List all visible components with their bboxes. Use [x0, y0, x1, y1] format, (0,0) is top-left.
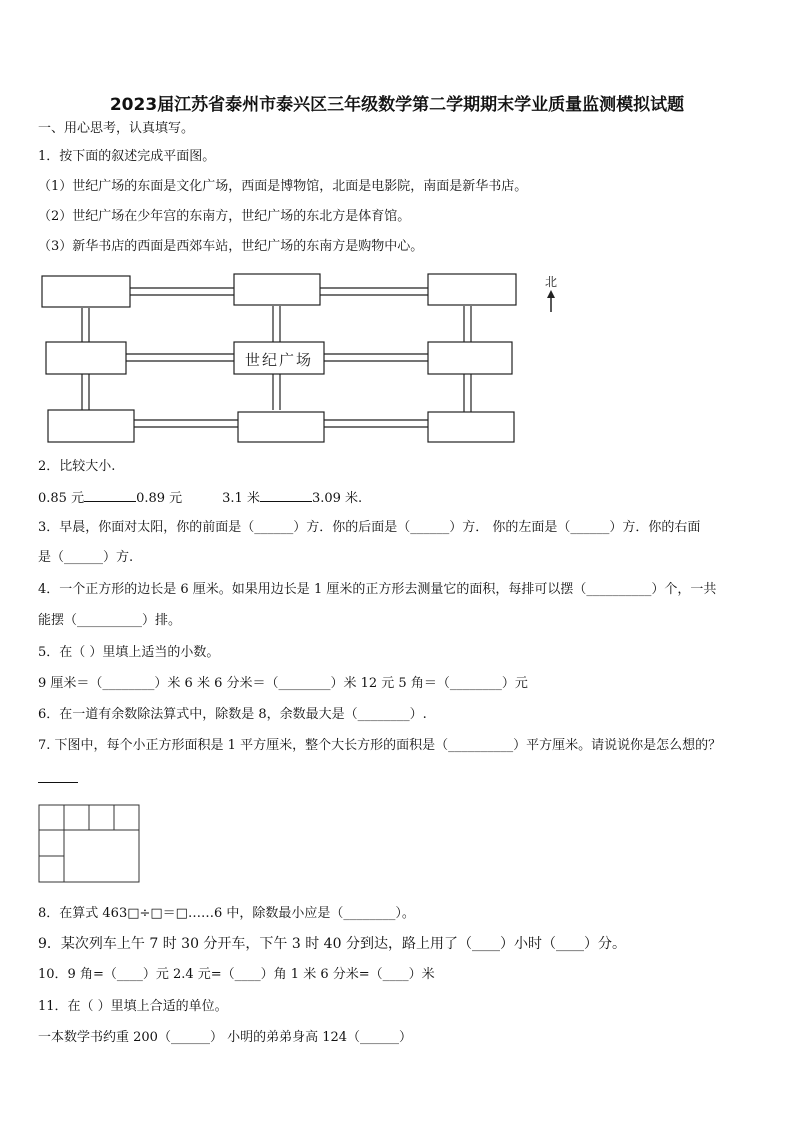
box-west	[46, 342, 126, 374]
question-11-line: 一本数学书约重 200（______） 小明的弟弟身高 124（______）	[38, 1030, 413, 1045]
box-northeast	[428, 274, 516, 305]
road-bottom	[134, 420, 428, 427]
compare-a-right: 0.89 元	[136, 491, 183, 506]
road-top	[130, 288, 428, 295]
question-8: 8．在算式 463□÷□＝□……6 中，除数最小应是（________）。	[38, 906, 415, 921]
question-2-line	[38, 488, 362, 508]
question-7: 7. 下图中，每个小正方形面积是 1 平方厘米，整个大长方形的面积是（__________）平方厘米。请说说你是怎么想的？	[38, 738, 722, 753]
question-9: 9．某次列车上午 7 时 30 分开车，下午 3 时 40 分到达，路上用了（____）小时（____）分。	[38, 936, 626, 952]
box-east	[428, 342, 512, 374]
compare-a-blank[interactable]	[84, 488, 136, 502]
question-3-line-1: 3．早晨，你面对太阳，你的前面是（______）方．你的后面是（______）方． 你的左面是（______）方．你的右面	[38, 520, 701, 535]
question-1-clue-3: （3）新华书店的西面是西郊车站，世纪广场的东南方是购物中心。	[38, 239, 424, 254]
compare-b-right: 3.09 米.	[311, 491, 363, 506]
answer-line[interactable]	[38, 782, 78, 783]
section-heading: 一、用心思考，认真填写。	[38, 121, 195, 136]
area-figure	[38, 804, 142, 884]
box-northwest	[42, 276, 130, 307]
plan-map	[38, 270, 578, 450]
question-1-clue-1: （1）世纪广场的东面是文化广场，西面是博物馆，北面是电影院，南面是新华书店。	[38, 179, 528, 194]
question-1-stem: 1．按下面的叙述完成平面图。	[38, 149, 216, 164]
north-arrow-icon	[547, 290, 555, 312]
question-4-line-2: 能摆（__________）排。	[38, 613, 182, 628]
compare-a-left: 0.85 元	[38, 491, 85, 506]
center-label: 世纪广场	[244, 351, 314, 369]
road-left	[82, 308, 89, 410]
compare-b-blank[interactable]	[260, 488, 312, 502]
question-6: 6．在一道有余数除法算式中，除数是 8，余数最大是（________）.	[38, 707, 427, 722]
question-2-stem: 2．比较大小.	[38, 459, 116, 474]
box-southwest	[48, 410, 134, 442]
question-11-stem: 11．在（ ）里填上合适的单位。	[38, 999, 228, 1014]
question-4-line-1: 4．一个正方形的边长是 6 厘米。如果用边长是 1 厘米的正方形去测量它的面积，每排可以摆（__________）个，一共	[38, 582, 717, 597]
page-title: 2023届江苏省泰州市泰兴区三年级数学第二学期期末学业质量监测模拟试题	[109, 95, 685, 115]
road-right	[464, 306, 471, 412]
box-southeast	[428, 412, 514, 442]
question-10: 10．9 角=（____）元 2.4 元=（____）角 1 米 6 分米=（____）米	[38, 967, 435, 982]
question-5-line: 9 厘米＝（________）米 6 米 6 分米＝（________）米 12 元 5 角＝（________）元	[38, 676, 528, 691]
question-3-line-2: 是（______）方.	[38, 550, 134, 565]
question-1-clue-2: （2）世纪广场在少年宫的东南方，世纪广场的东北方是体育馆。	[38, 209, 411, 224]
box-north	[234, 274, 320, 305]
north-label: 北	[544, 275, 558, 289]
compare-b-left: 3.1 米	[222, 491, 260, 506]
question-5-stem: 5．在（ ）里填上适当的小数。	[38, 645, 220, 660]
box-south	[238, 412, 324, 442]
